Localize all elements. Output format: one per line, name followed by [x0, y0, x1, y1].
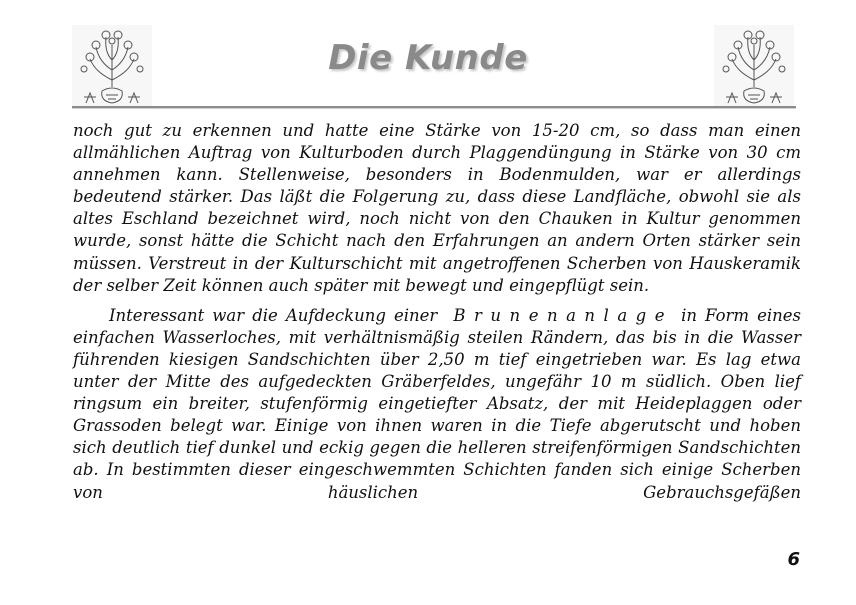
page-title: Die Kunde [328, 38, 528, 78]
tree-emblem-icon [714, 25, 794, 107]
article-body [73, 120, 801, 504]
page-number: 6 [787, 549, 800, 570]
header-divider [72, 106, 796, 109]
paragraph-text: in Form eines einfachen Wasserloches, mit verhältnismäßig steilen Rändern, das bis in die Wasser führenden kiesigen Sandschichten über 2,50 m tief eingetrieben war. Es lag etwa unter der Mitte des aufgedeckten Gräberfeldes, ungefähr 10 m südlich. Oben lief ringsum ein breiter, stufenförmig eingetiefter Absatz, der mit Heideplaggen oder Grassoden belegt war. Einige von ihnen waren in die Tiefe abgerutscht und hoben sich deutlich tief dunkel und eckig gegen die helleren streifenförmigen Sandschichten ab. In bestimmten dieser eingeschwemmten Schichten fanden sich einige Scherben von häuslichen Gebrauchsgefäßen [73, 305, 802, 502]
paragraph-text: Interessant war die Aufdeckung einer [109, 305, 438, 325]
paragraph [73, 305, 801, 504]
paragraph: noch gut zu erkennen und hatte eine Stärke von 15-20 cm, so dass man einen allmählichen Auftrag von Kulturboden durch Plaggendüngung in Stärke von 30 cm annehmen kann. Stellenweise, besonders in Bodenmulden, war er allerdings bedeutend stärker. Das läßt die Folgerung zu, dass diese Landfläche, obwohl sie als altes Eschland bezeichnet wird, noch nicht von den Chauken in Kultur genommen wurde, sonst hätte die Schicht nach den Erfahrungen an andern Orten stärker sein müssen. Verstreut in der Kulturschicht mit angetroffenen Scherben von Hauskeramik der selber Zeit können auch später mit bewegt und eingepflügt sein. [73, 121, 801, 295]
spaced-emphasis: Brunenanlage [453, 305, 673, 325]
